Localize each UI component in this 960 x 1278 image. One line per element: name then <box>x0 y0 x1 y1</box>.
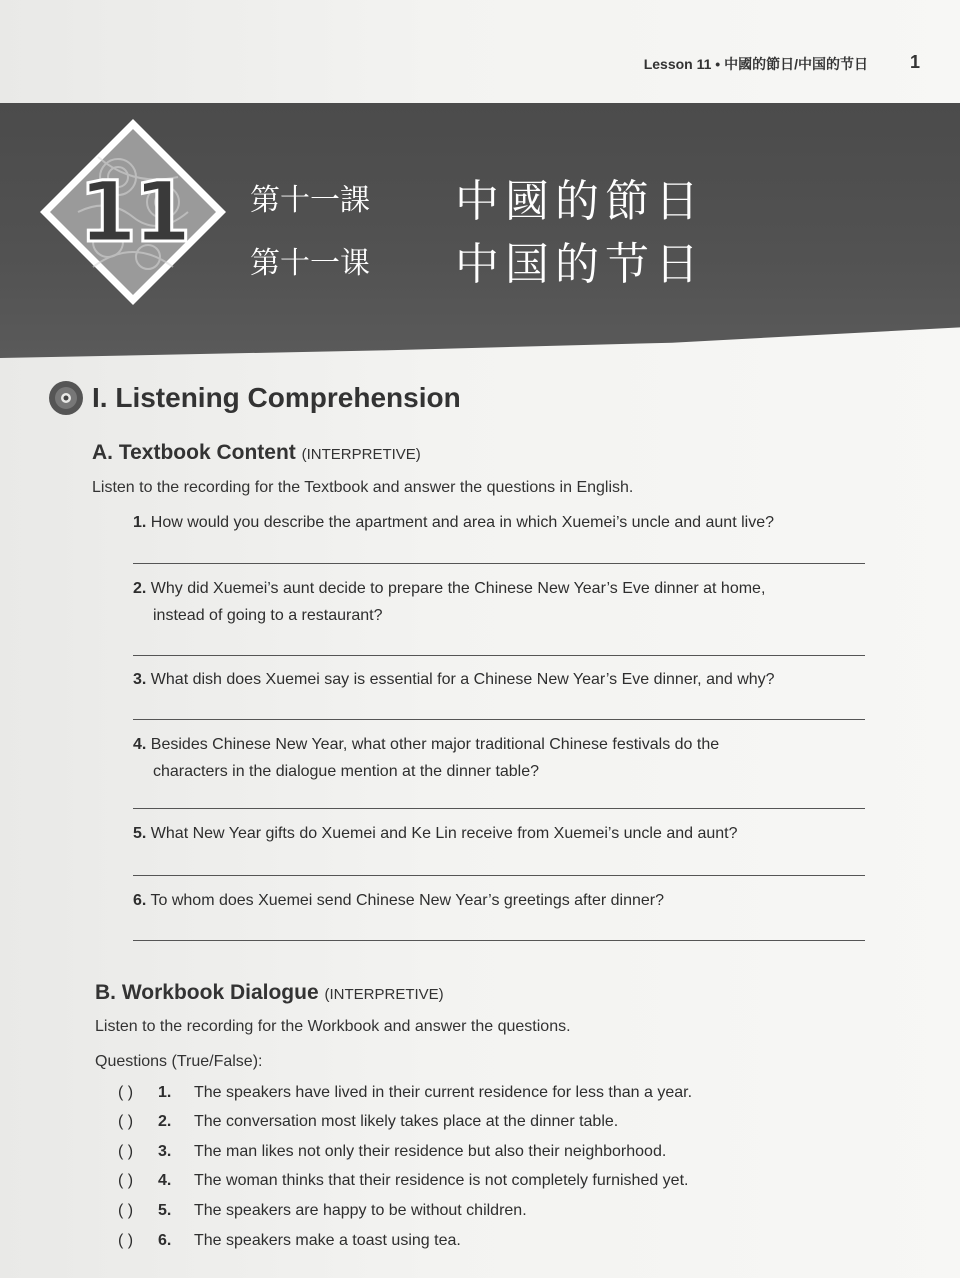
question-1 <box>133 509 873 536</box>
question-text: How would you describe the apartment and area in which Xuemei’s uncle and aunt live? <box>150 514 774 531</box>
page-number: 1 <box>909 52 920 72</box>
answer-line[interactable] <box>133 655 865 656</box>
cd-icon <box>48 380 84 416</box>
question-3 <box>133 666 873 693</box>
tf-item[interactable] <box>118 1084 692 1102</box>
answer-line[interactable] <box>133 563 865 564</box>
section-title: I. Listening Comprehension <box>92 382 461 413</box>
tf-item[interactable] <box>118 1232 461 1250</box>
tf-statement: The woman thinks that their residence is not completely furnished yet. <box>194 1172 689 1189</box>
tf-item[interactable] <box>118 1143 666 1161</box>
tf-answer-box[interactable]: ( ) <box>118 1084 134 1101</box>
tf-number: 5. <box>158 1202 172 1219</box>
answer-line[interactable] <box>133 719 865 720</box>
part-a-title: A. Textbook Content <box>92 441 296 464</box>
lesson-label-traditional: 第十一課 <box>250 183 370 218</box>
question-text: What dish does Xuemei say is essential for a Chinese New Year’s Eve dinner, and why? <box>150 671 775 688</box>
question-number: 3. <box>133 671 147 688</box>
part-b-tag: (INTERPRETIVE) <box>324 986 444 1003</box>
tf-statement: The speakers make a toast using tea. <box>194 1232 461 1249</box>
tf-item[interactable] <box>118 1202 527 1220</box>
question-text: What New Year gifts do Xuemei and Ke Lin receive from Xuemei’s uncle and aunt? <box>150 825 738 842</box>
part-a-instruction: Listen to the recording for the Textbook and answer the questions in English. <box>92 479 634 496</box>
question-text: To whom does Xuemei send Chinese New Year’s greetings after dinner? <box>150 892 664 909</box>
tf-statement: The conversation most likely takes place at the dinner table. <box>194 1113 619 1130</box>
question-2 <box>133 575 873 629</box>
tf-answer-box[interactable]: ( ) <box>118 1232 134 1249</box>
questions-label: Questions (True/False): <box>95 1053 263 1070</box>
part-a-tag: (INTERPRETIVE) <box>301 446 421 463</box>
tf-item[interactable] <box>118 1113 618 1131</box>
part-b-title: B. Workbook Dialogue <box>95 981 319 1004</box>
part-b-heading <box>95 981 444 1005</box>
answer-line[interactable] <box>133 875 865 876</box>
lesson-title-simplified <box>250 228 705 292</box>
question-6 <box>133 887 873 914</box>
question-4 <box>133 731 873 785</box>
tf-number: 3. <box>158 1143 172 1160</box>
tf-number: 6. <box>158 1232 172 1249</box>
tf-statement: The speakers are happy to be without children. <box>194 1202 527 1219</box>
part-b-instruction: Listen to the recording for the Workbook and answer the questions. <box>95 1018 571 1035</box>
question-number: 5. <box>133 825 147 842</box>
tf-answer-box[interactable]: ( ) <box>118 1202 134 1219</box>
question-number: 2. <box>133 580 147 597</box>
tf-statement: The man likes not only their residence but also their neighborhood. <box>194 1143 667 1160</box>
tf-answer-box[interactable]: ( ) <box>118 1113 134 1130</box>
lesson-label-simplified: 第十一课 <box>250 246 370 281</box>
running-head: Lesson 11 • 中國的節日/中国的节日 <box>643 56 868 72</box>
lesson-title-text-simplified: 中国的节日 <box>455 239 705 290</box>
tf-number: 1. <box>158 1084 172 1101</box>
tf-number: 4. <box>158 1172 172 1189</box>
question-number: 4. <box>133 736 147 753</box>
lesson-number: 11 <box>78 163 188 261</box>
tf-number: 2. <box>158 1113 172 1130</box>
part-a-heading <box>92 441 421 465</box>
answer-line[interactable] <box>133 940 865 941</box>
answer-line[interactable] <box>133 808 865 809</box>
question-text: Why did Xuemei’s aunt decide to prepare the Chinese New Year’s Eve dinner at home, <box>150 580 766 597</box>
lesson-title-text-traditional: 中國的節日 <box>455 176 705 227</box>
tf-answer-box[interactable]: ( ) <box>118 1143 134 1160</box>
tf-answer-box[interactable]: ( ) <box>118 1172 134 1189</box>
question-number: 6. <box>133 892 147 909</box>
question-5 <box>133 820 873 847</box>
question-number: 1. <box>133 514 147 531</box>
question-text-continued: instead of going to a restaurant? <box>153 607 383 624</box>
tf-item[interactable] <box>118 1172 688 1190</box>
question-text-continued: characters in the dialogue mention at the dinner table? <box>153 763 540 780</box>
question-text: Besides Chinese New Year, what other major traditional Chinese festivals do the <box>150 736 720 753</box>
lesson-title-traditional <box>250 165 705 229</box>
section-heading <box>48 380 461 416</box>
tf-statement: The speakers have lived in their current residence for less than a year. <box>194 1084 693 1101</box>
